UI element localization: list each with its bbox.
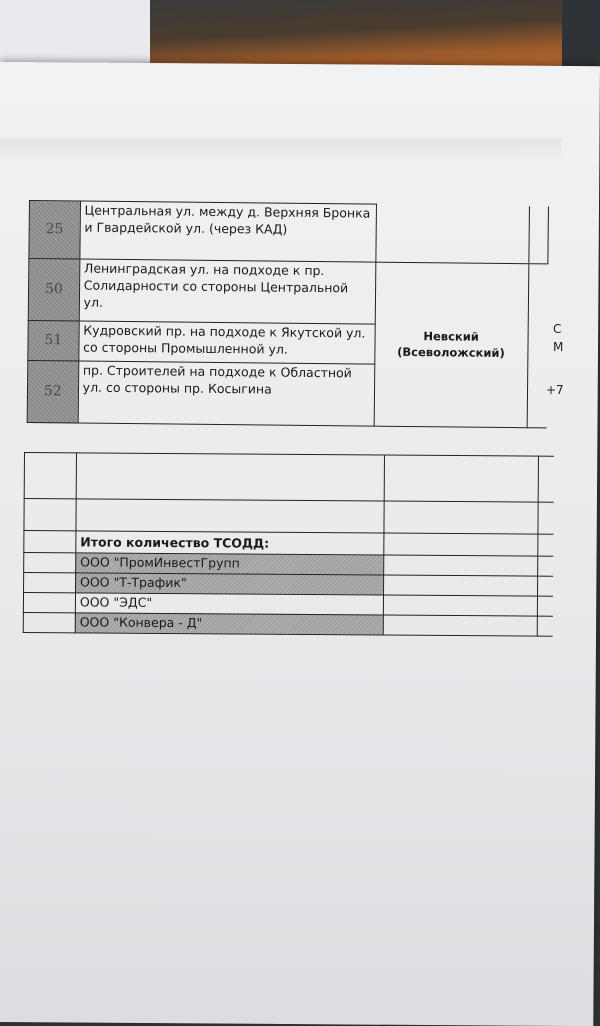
row-number: 50 [28, 259, 79, 322]
table-row [28, 259, 548, 326]
table-row [29, 201, 549, 264]
company-name: ООО "ЭДС" [75, 593, 383, 615]
summary-table [23, 452, 554, 636]
district-subname: (Всеволожский) [397, 344, 505, 360]
district-name: Невский [423, 329, 479, 344]
district-cell [374, 262, 529, 428]
cut-edge-text-top: С [553, 322, 562, 336]
company-name: ООО "Конвера - Д" [75, 612, 383, 634]
row-location-text: Ленинградская ул. на подходе к пр. Солидарности со стороны Центральной ул. [79, 259, 376, 324]
cut-edge-text-mid: М [553, 340, 564, 354]
paper-shadow [0, 138, 562, 164]
upper-table [27, 200, 549, 428]
row-location-text: Центральная ул. между д. Верхняя Бронка и Гвардейской ул. (через КАД) [80, 201, 376, 262]
company-name: ООО "Т-Трафик" [75, 573, 383, 595]
table-row [24, 499, 554, 535]
row-number: 51 [28, 320, 79, 361]
table-row [23, 612, 553, 636]
row-number: 25 [29, 201, 80, 260]
company-name: ООО "ПромИнвестГрупп [76, 553, 384, 575]
total-count-label: Итого количество ТСОДД: [76, 531, 384, 555]
row-number: 52 [27, 360, 78, 423]
table-row [24, 453, 554, 503]
row-location-text: пр. Строителей на подходе к Областной ул. со стороны пр. Косыгина [78, 361, 375, 426]
cut-edge-text-bottom: +7 [546, 383, 564, 397]
row-location-text: Кудровский пр. на подходе к Якутской ул. со стороны Промышленной ул. [78, 321, 374, 364]
